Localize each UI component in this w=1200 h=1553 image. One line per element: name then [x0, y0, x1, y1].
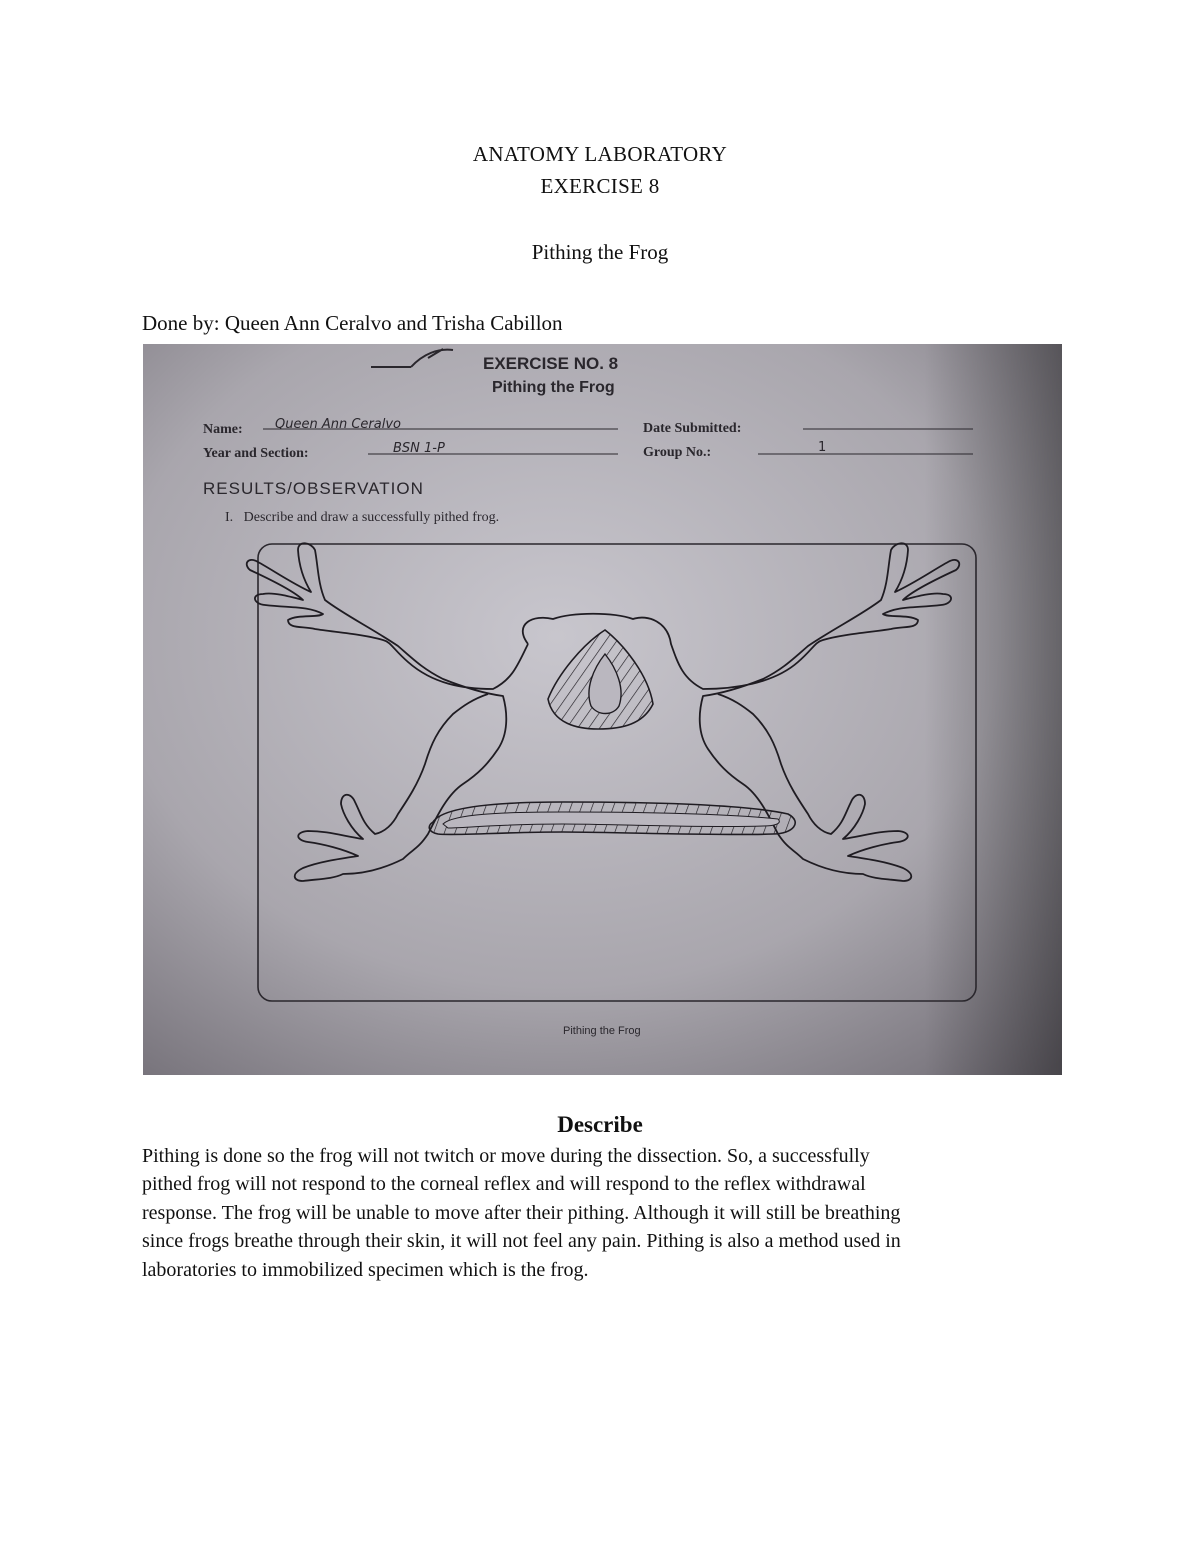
done-by: Done by: Queen Ann Ceralvo and Trisha Cabillon	[142, 311, 563, 335]
describe-line: since frogs breathe through their skin, it will not feel any pain. Pithing is also a method used in	[142, 1230, 901, 1253]
worksheet-caption: Pithing the Frog	[563, 1025, 641, 1037]
describe-line: laboratories to immobilized specimen which is the frog.	[142, 1258, 589, 1281]
title-line-2: EXERCISE 8	[540, 174, 660, 198]
date-label: Date Submitted:	[643, 421, 742, 436]
year-label: Year and Section:	[203, 446, 309, 461]
describe-body	[142, 1142, 1062, 1284]
describe-line: pithed frog will not respond to the corneal reflex and will respond to the reflex withdrawal	[142, 1173, 866, 1196]
name-label: Name:	[203, 422, 243, 437]
year-value: BSN 1-P	[393, 441, 445, 456]
results-heading: RESULTS/OBSERVATION	[203, 479, 424, 498]
title-line-1: ANATOMY LABORATORY	[472, 142, 728, 166]
subtitle: Pithing the Frog	[531, 240, 669, 264]
describe-line: Pithing is done so the frog will not twitch or move during the dissection. So, a successfully	[142, 1145, 870, 1167]
name-value: Queen Ann Ceralvo	[275, 417, 401, 432]
worksheet-exercise-title: EXERCISE NO. 8	[483, 354, 619, 373]
instruction: I. Describe and draw a successfully pithed frog.	[225, 510, 500, 525]
group-value: 1	[818, 440, 827, 455]
group-label: Group No.:	[643, 445, 712, 460]
worksheet-exercise-subtitle: Pithing the Frog	[492, 379, 615, 396]
describe-heading: Describe	[557, 1112, 643, 1137]
describe-line: response. The frog will be unable to move after their pithing. Although it will still be breathing	[142, 1201, 901, 1224]
worksheet-photo	[143, 344, 1062, 1075]
